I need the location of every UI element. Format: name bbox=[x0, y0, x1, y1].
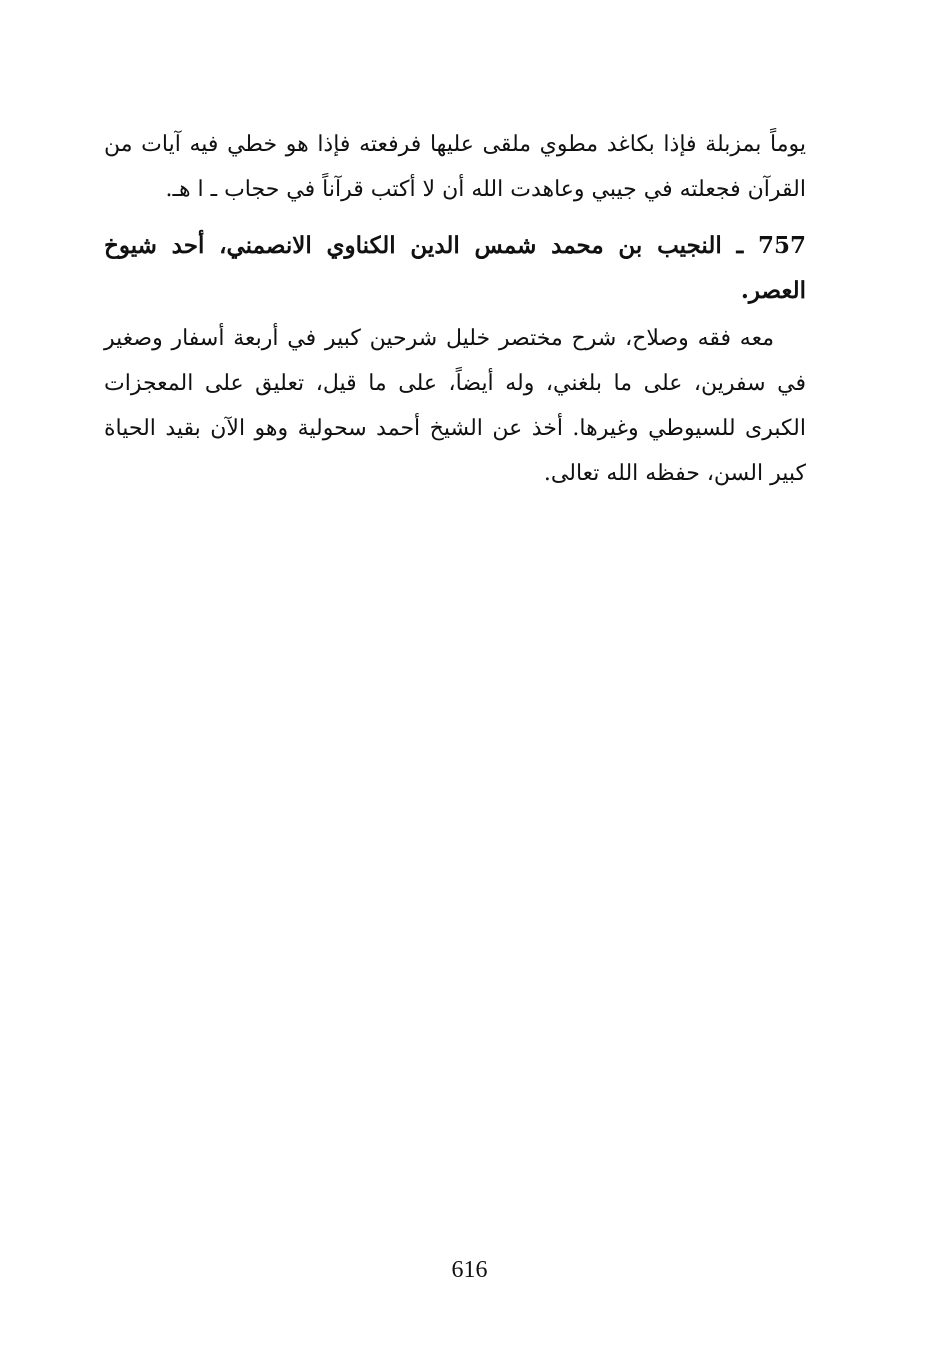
entry-heading: 757 ـ النجيب بن محمد شمس الدين الكناوي الانصمني، أحد شيوخ العصر. bbox=[104, 232, 806, 304]
paragraph-continuation: يوماً بمزبلة فإذا بكاغد مطوي ملقى عليها فرفعته فإذا هو خطي فيه آيات من القرآن فجعلته في جيبي وعاهدت الله أن لا أكتب قرآناً في حجاب ـ ا هـ. bbox=[104, 132, 806, 202]
entry-body: معه فقه وصلاح، شرح مختصر خليل شرحين كبير في أربعة أسفار وصغير في سفرين، على ما بلغني، وله أيضاً، على ما قيل، تعليق على المعجزات الكبرى للسيوطي وغيرها. أخذ عن الشيخ أحمد سحولية وهو الآن بقيد الحياة كبير السن، حفظه الله تعالى. bbox=[104, 326, 806, 486]
page-number: 616 bbox=[451, 1257, 488, 1283]
